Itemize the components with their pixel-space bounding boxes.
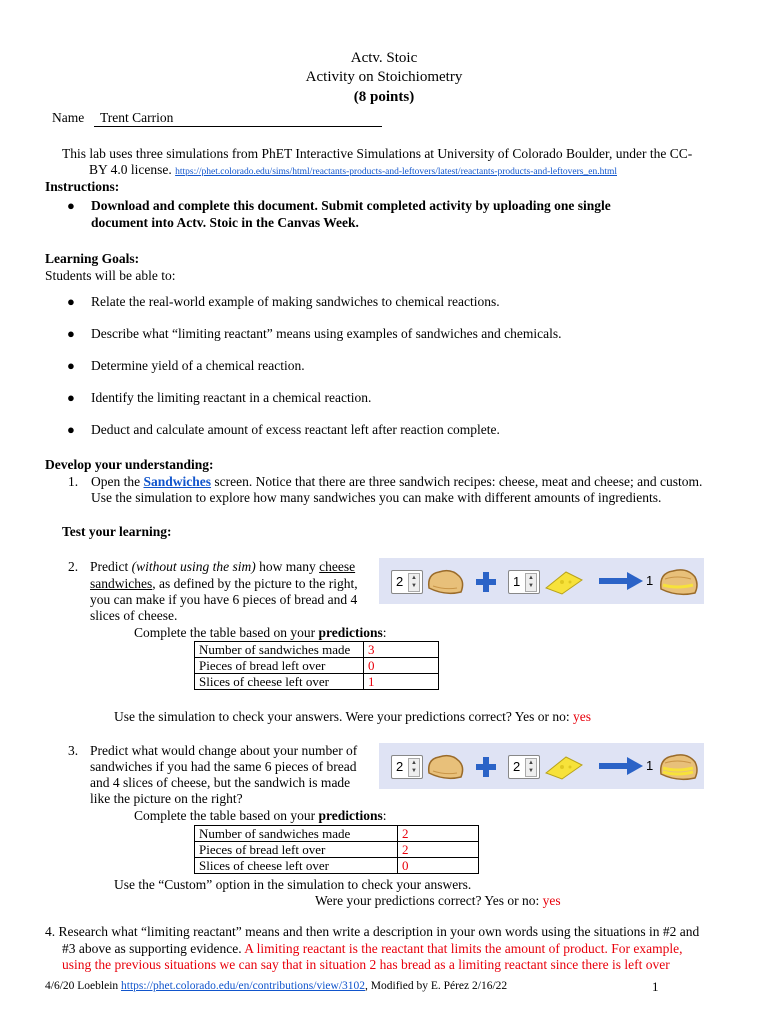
table-label: Number of sandwiches made (195, 642, 364, 658)
arrow-right-icon (599, 757, 643, 775)
q3-line2: sandwiches if you had the same 6 pieces of bread (90, 759, 357, 774)
intro-line2 (89, 162, 617, 178)
q2-line2 (90, 576, 358, 592)
goal-item: Relate the real-world example of making sandwiches to chemical reactions. (91, 294, 500, 309)
q3-complete-bold: predictions (318, 808, 383, 823)
table-label: Number of sandwiches made (195, 826, 398, 842)
bread-stepper (391, 755, 423, 779)
q1-text (91, 474, 702, 490)
yield-count: 1 (646, 573, 654, 588)
q4-line3[interactable]: using the previous situations we can say that in situation 2 has bread as a limiting reactant since there is left over (62, 957, 670, 972)
q1-post: screen. Notice that there are three sandwich recipes: cheese, meat and cheese; and custom. (211, 474, 703, 489)
q3-number: 3. (68, 743, 79, 758)
q2-number: 2. (68, 559, 79, 574)
q2-complete-bold: predictions (318, 625, 383, 640)
plus-icon (475, 571, 497, 593)
q3-line1: Predict what would change about your number of (90, 743, 358, 758)
table-value[interactable]: 3 (364, 642, 439, 658)
q3-check2 (315, 893, 561, 909)
q1-number: 1. (68, 474, 79, 489)
q2-check (114, 709, 591, 725)
table-value[interactable]: 2 (398, 842, 479, 858)
q2-complete-colon: : (382, 625, 387, 640)
yield-count: 1 (646, 758, 654, 773)
table-value[interactable]: 2 (398, 826, 479, 842)
q2-table (194, 641, 439, 690)
bullet-icon: ● (67, 358, 75, 373)
q4-answer[interactable]: A limiting reactant is the reactant that limits the amount of product. For example, (244, 941, 683, 956)
q2-line1 (90, 559, 355, 575)
q3-complete-colon: : (382, 808, 387, 823)
instructions-line2: document into Actv. Stoic in the Canvas Week. (91, 215, 359, 230)
table-label: Slices of cheese left over (195, 858, 398, 874)
q3-table (194, 825, 479, 874)
table-row (195, 842, 479, 858)
bullet-icon: ● (67, 326, 75, 341)
test-heading: Test your learning: (62, 524, 172, 539)
footer (45, 980, 507, 992)
stepper-arrows-icon: ▲ ▼ (525, 758, 537, 777)
goals-heading: Learning Goals: (45, 251, 140, 266)
q3-complete (134, 808, 386, 824)
q2-text: , as defined by the picture to the right, (152, 576, 358, 591)
goals-intro: Students will be able to: (45, 268, 176, 283)
cheese-icon (544, 568, 584, 596)
instructions-line1: Download and complete this document. Submit completed activity by uploading one single (91, 198, 611, 213)
q1-line2: Use the simulation to explore how many sandwiches you can make with different amounts of ingredients. (91, 490, 662, 505)
table-row (195, 674, 439, 690)
bread-icon (425, 751, 467, 783)
q2-italic: (without using the sim) (131, 559, 256, 574)
q3-complete-text: Complete the table based on your (134, 808, 319, 823)
instructions-heading: Instructions: (45, 179, 120, 194)
cheese-count: 2 (513, 759, 521, 774)
goal-item: Describe what “limiting reactant” means using examples of sandwiches and chemicals. (91, 326, 562, 341)
cheese-count: 1 (513, 574, 521, 589)
footer-modified: , Modified by E. Pérez 2/16/22 (365, 980, 508, 992)
sandwich-icon (657, 563, 701, 599)
table-label: Pieces of bread left over (195, 658, 364, 674)
name-label: Name (52, 110, 85, 125)
footer-date: 4/6/20 Loeblein (45, 980, 122, 992)
page-number: 1 (652, 979, 659, 994)
plus-icon (475, 756, 497, 778)
bullet-icon: ● (67, 198, 75, 213)
q2-line4: slices of cheese. (90, 608, 178, 623)
doc-title: Actv. Stoic (350, 50, 418, 66)
q4-line2 (62, 941, 682, 957)
q1-pre: Open the (91, 474, 144, 489)
q2-line3: you can make if you have 6 pieces of bread and 4 (90, 592, 358, 607)
table-row (195, 658, 439, 674)
q2-text: Predict (90, 559, 132, 574)
q3-check1: Use the “Custom” option in the simulation to check your answers. (114, 877, 472, 892)
cheese-stepper (508, 755, 540, 779)
stepper-arrows-icon: ▲ ▼ (408, 573, 420, 592)
bread-icon (425, 566, 467, 598)
table-label: Pieces of bread left over (195, 842, 398, 858)
table-row (195, 858, 479, 874)
table-row (195, 826, 479, 842)
q2-underline: cheese (319, 559, 356, 574)
table-value[interactable]: 1 (364, 674, 439, 690)
bread-stepper (391, 570, 423, 594)
q4-line1: 4. Research what “limiting reactant” means and then write a description in your own words using the situations in #2 and (45, 924, 700, 939)
doc-points: (8 points) (353, 89, 415, 105)
q2-underline: sandwiches (90, 576, 153, 591)
table-value[interactable]: 0 (364, 658, 439, 674)
goal-item: Identify the limiting reactant in a chemical reaction. (91, 390, 372, 405)
q3-line3: and 4 slices of cheese, but the sandwich is made (90, 775, 351, 790)
q3-check-text: Were your predictions correct? Yes or no: (315, 893, 543, 908)
table-row (195, 642, 439, 658)
table-label: Slices of cheese left over (195, 674, 364, 690)
bread-count: 2 (396, 574, 404, 589)
table-value[interactable]: 0 (398, 858, 479, 874)
bullet-icon: ● (67, 294, 75, 309)
cheese-stepper (508, 570, 540, 594)
goal-item: Determine yield of a chemical reaction. (91, 358, 305, 373)
q2-answer[interactable]: yes (573, 709, 592, 724)
bullet-icon: ● (67, 422, 75, 437)
intro-text: This lab uses three simulations from PhET Interactive Simulations at University of Colorado Boulder, under the CC- (62, 146, 693, 161)
sandwiches-link[interactable]: Sandwiches (143, 474, 212, 489)
q3-answer[interactable]: yes (542, 893, 561, 908)
name-value: Trent Carrion (100, 110, 174, 125)
q3-line4: like the picture on the right? (90, 791, 243, 806)
footer-link[interactable]: https://phet.colorado.edu/en/contributions/view/3102 (121, 980, 366, 992)
goal-item: Deduct and calculate amount of excess reactant left after reaction complete. (91, 422, 500, 437)
bread-count: 2 (396, 759, 404, 774)
name-field[interactable] (94, 110, 382, 127)
stepper-arrows-icon: ▲ ▼ (525, 573, 537, 592)
develop-heading: Develop your understanding: (45, 457, 214, 472)
sandwich-icon (657, 748, 701, 784)
q2-check-text: Use the simulation to check your answers. Were your predictions correct? Yes or no: (114, 709, 574, 724)
q4-text: #3 above as supporting evidence. (62, 941, 245, 956)
q2-complete (134, 625, 386, 641)
intro-license: BY 4.0 license. (89, 162, 176, 177)
sandwich-recipe-image (379, 558, 704, 604)
q2-complete-text: Complete the table based on your (134, 625, 319, 640)
q2-text: how many (255, 559, 320, 574)
stepper-arrows-icon: ▲ ▼ (408, 758, 420, 777)
cheese-icon (544, 753, 584, 781)
arrow-right-icon (599, 572, 643, 590)
bullet-icon: ● (67, 390, 75, 405)
phet-sim-link[interactable]: https://phet.colorado.edu/sims/html/reactants-products-and-leftovers/latest/reactants-products-and-leftovers_en.html (175, 167, 617, 177)
sandwich-recipe-image (379, 743, 704, 789)
doc-subtitle: Activity on Stoichiometry (305, 69, 463, 85)
